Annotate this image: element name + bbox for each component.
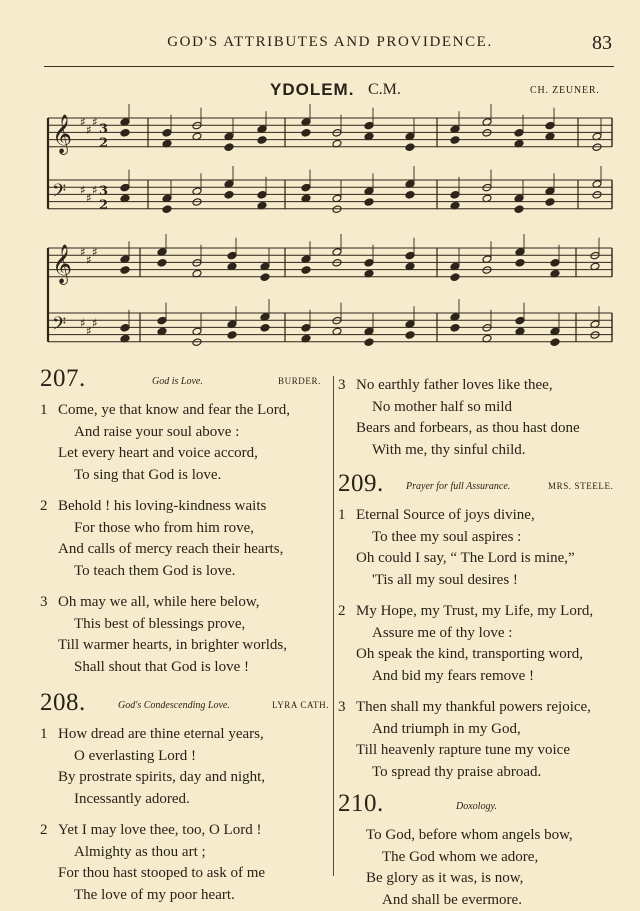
verse-line: Be glory as it was, is now, — [338, 868, 628, 890]
note-head — [157, 259, 167, 268]
verse-line: And raise your soul above : — [40, 422, 330, 444]
verse-line: 1 How dread are thine eternal years, — [40, 724, 330, 746]
note-head — [364, 259, 374, 268]
note-head — [227, 331, 237, 340]
note-head — [301, 266, 311, 275]
verse-line: Shall shout that God is love ! — [40, 657, 330, 679]
note-head — [550, 338, 560, 347]
running-head — [0, 34, 640, 56]
verse-line: 3 No earthly father loves like thee, — [338, 375, 628, 397]
stanza — [40, 400, 330, 486]
right-column — [338, 375, 628, 911]
hymn-number: 208. — [40, 690, 86, 716]
note-head — [515, 316, 525, 325]
verse-line: And bid my fears remove ! — [338, 666, 628, 688]
hymn-author: MRS. STEELE. — [548, 481, 613, 491]
hymn-number: 210. — [338, 791, 384, 817]
stanza — [40, 724, 330, 810]
sharp-icon: ♯ — [80, 316, 86, 330]
note-head — [260, 273, 270, 282]
note-head — [545, 198, 555, 207]
verse-line: And triumph in my God, — [338, 719, 628, 741]
time-signature: 2 — [99, 198, 108, 213]
bass-clef-icon: 𝄢 — [52, 314, 66, 339]
note-head — [120, 324, 130, 333]
verse-line: To teach them God is love. — [40, 561, 330, 583]
running-title: GOD'S ATTRIBUTES AND PROVIDENCE. — [150, 34, 510, 51]
stanza — [40, 496, 330, 582]
note-head — [227, 251, 237, 260]
verse-line: By prostrate spirits, day and night, — [40, 767, 330, 789]
verse-line: The God whom we adore, — [338, 847, 628, 869]
verse-line: 2 My Hope, my Trust, my Life, my Lord, — [338, 601, 628, 623]
verse-line: Till warmer hearts, in brighter worlds, — [40, 635, 330, 657]
note-head — [364, 198, 374, 207]
verse-line: 3 Then shall my thankful powers rejoice, — [338, 697, 628, 719]
sharp-icon: ♯ — [92, 183, 98, 197]
verse-line: To sing that God is love. — [40, 465, 330, 487]
verse-line: To God, before whom angels bow, — [338, 825, 628, 847]
score-engraving — [0, 100, 640, 370]
hymn-title: God's Condescending Love. — [118, 700, 230, 711]
stanza-number: 3 — [40, 592, 48, 614]
note-head — [514, 205, 524, 214]
sharp-icon: ♯ — [80, 183, 86, 197]
verse-line: Till heavenly rapture tune my voice — [338, 740, 628, 762]
note-head — [515, 259, 525, 268]
sharp-icon: ♯ — [92, 316, 98, 330]
page-number: 83 — [592, 32, 612, 55]
sharp-icon: ♯ — [80, 115, 86, 129]
verse-line: Almighty as thou art ; — [40, 842, 330, 864]
sharp-icon: ♯ — [86, 324, 92, 338]
verse-line: Bears and forbears, as thou hast done — [338, 418, 628, 440]
note-head — [120, 129, 130, 138]
stanza-number: 2 — [40, 820, 48, 842]
hymn-209 — [338, 471, 628, 783]
note-head — [301, 183, 311, 192]
verse-line: To spread thy praise abroad. — [338, 762, 628, 784]
note-head — [450, 191, 460, 200]
note-head — [405, 143, 415, 152]
time-signature: 3 — [99, 122, 108, 137]
bass-clef-icon: 𝄢 — [52, 181, 66, 206]
stanza-number: 1 — [338, 505, 346, 527]
verse-line: Oh could I say, “ The Lord is mine,” — [338, 548, 628, 570]
tune-header — [0, 80, 640, 102]
verse-line: 2 Yet I may love thee, too, O Lord ! — [40, 820, 330, 842]
verse-line: 1 Eternal Source of joys divine, — [338, 505, 628, 527]
note-head — [545, 121, 555, 130]
hymn-208 — [40, 690, 330, 906]
treble-clef-icon: 𝄞 — [52, 114, 72, 155]
note-head — [450, 273, 460, 282]
hymn-title: Doxology. — [456, 801, 497, 812]
tune-meter: C.M. — [368, 81, 401, 99]
verse-line: For those who from him rove, — [40, 518, 330, 540]
verse-line: No mother half so mild — [338, 397, 628, 419]
treble-clef-icon: 𝄞 — [52, 244, 72, 285]
hymn-210 — [338, 791, 628, 911]
sharp-icon: ♯ — [80, 245, 86, 259]
note-head — [450, 136, 460, 145]
verse-line: Assure me of thy love : — [338, 623, 628, 645]
verse-line: 1 Come, ye that know and fear the Lord, — [40, 400, 330, 422]
verse-line: 2 Behold ! his loving-kindness waits — [40, 496, 330, 518]
hymn-207 — [40, 366, 330, 678]
verse-line: 'Tis all my soul desires ! — [338, 570, 628, 592]
note-head — [301, 324, 311, 333]
sharp-icon: ♯ — [86, 191, 92, 205]
hymn-title: Prayer for full Assurance. — [406, 481, 510, 492]
time-signature: 2 — [99, 136, 108, 151]
hymn-header — [40, 366, 330, 390]
stanza — [40, 592, 330, 678]
stanza-number: 1 — [40, 400, 48, 422]
stanza — [338, 601, 628, 687]
stanza — [338, 375, 628, 461]
note-head — [162, 205, 172, 214]
verse-line: O everlasting Lord ! — [40, 746, 330, 768]
stanza — [338, 505, 628, 591]
verse-line: And shall be evermore. — [338, 890, 628, 911]
stanza-number: 1 — [40, 724, 48, 746]
sharp-icon: ♯ — [86, 123, 92, 137]
tune-name: YDOLEM. — [270, 80, 354, 100]
note-head — [260, 324, 270, 333]
verse-line: This best of blessings prove, — [40, 614, 330, 636]
hymn-header — [338, 791, 628, 815]
sharp-icon: ♯ — [86, 253, 92, 267]
music-score — [0, 100, 640, 370]
stanza — [338, 697, 628, 783]
sharp-icon: ♯ — [92, 115, 98, 129]
note-head — [364, 338, 374, 347]
note-head — [257, 191, 267, 200]
verse-line: Let every heart and voice accord, — [40, 443, 330, 465]
verse-line: Incessantly adored. — [40, 789, 330, 811]
stanza-number: 3 — [338, 375, 346, 397]
note-head — [405, 251, 415, 260]
verse-line: With me, thy sinful child. — [338, 440, 628, 462]
hymn-author: BURDER. — [278, 376, 321, 386]
verse-line: The love of my poor heart. — [40, 885, 330, 907]
hymn-header — [338, 471, 628, 495]
tune-composer: CH. ZEUNER. — [530, 85, 600, 96]
note-head — [405, 191, 415, 200]
hymn-title: God is Love. — [152, 376, 203, 387]
note-head — [450, 324, 460, 333]
note-head — [120, 183, 130, 192]
note-head — [514, 129, 524, 138]
stanza-number: 3 — [338, 697, 346, 719]
verse-line: Oh speak the kind, transporting word, — [338, 644, 628, 666]
note-head — [257, 136, 267, 145]
stanza — [40, 820, 330, 906]
hymn-author: LYRA CATH. — [272, 700, 329, 710]
hymn-number: 207. — [40, 366, 86, 392]
verse-line: To thee my soul aspires : — [338, 527, 628, 549]
stanza-number: 2 — [338, 601, 346, 623]
verse-line: 3 Oh may we all, while here below, — [40, 592, 330, 614]
note-head — [364, 121, 374, 130]
stanza-number: 2 — [40, 496, 48, 518]
left-column — [40, 366, 330, 906]
header-rule — [44, 66, 614, 67]
note-head — [157, 316, 167, 325]
hymn-header — [40, 690, 330, 714]
note-head — [224, 191, 234, 200]
note-head — [405, 331, 415, 340]
sharp-icon: ♯ — [92, 245, 98, 259]
note-head — [550, 259, 560, 268]
note-head — [120, 266, 130, 275]
stanza — [338, 825, 628, 911]
verse-line: For thou hast stooped to ask of me — [40, 863, 330, 885]
note-head — [224, 143, 234, 152]
note-head — [162, 129, 172, 138]
time-signature: 3 — [99, 184, 108, 199]
note-head — [301, 129, 311, 138]
column-divider — [333, 376, 334, 876]
hymn-number: 209. — [338, 471, 384, 497]
verse-line: And calls of mercy reach their hearts, — [40, 539, 330, 561]
